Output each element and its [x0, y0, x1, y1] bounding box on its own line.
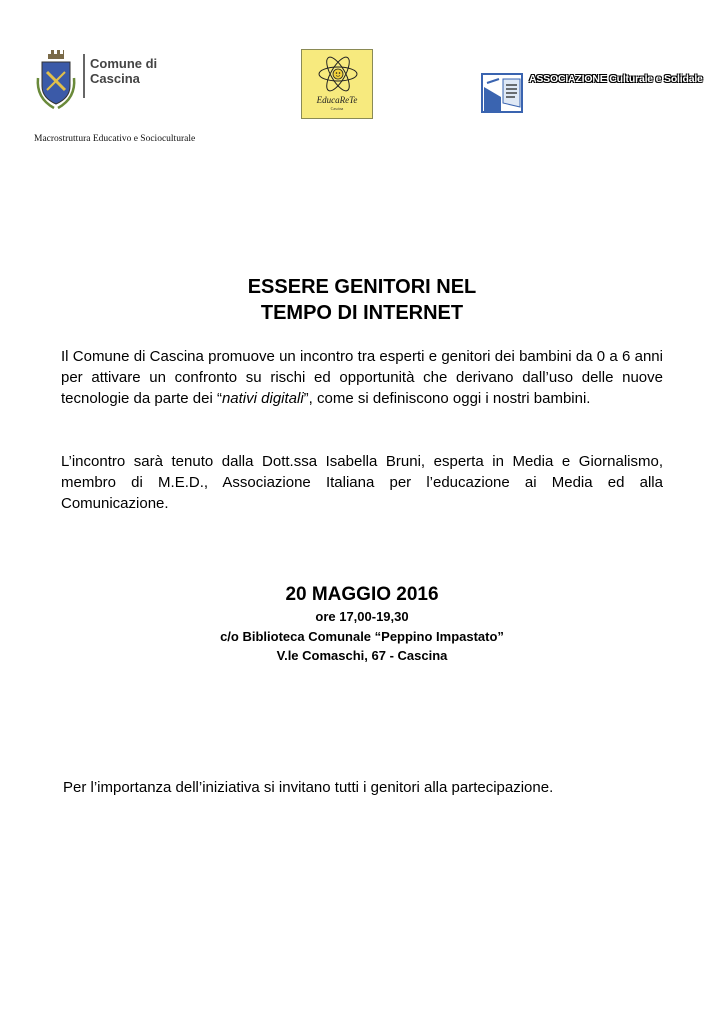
speaker-paragraph: L’incontro sarà tenuto dalla Dott.ssa Isabella Bruni, esperta in Media e Giornalismo, membro di M.E.D., Associazione Italiana per l’educazione ai Media ed alla Comunicazione.	[61, 453, 663, 512]
event-time: ore 17,00-19,30	[315, 609, 409, 624]
comune-logo-line1: Comune di	[90, 56, 158, 71]
comune-logo-line2: Cascina	[90, 71, 140, 86]
association-badge-icon	[481, 73, 523, 113]
intro-paragraph	[61, 346, 663, 409]
associazione-logo	[481, 70, 701, 116]
title-line2: TEMPO DI INTERNET	[260, 302, 464, 324]
intro-text-before: Il Comune di Cascina promuove un incontro tra esperti e genitori dei bambini da 0 a 6 anni per attivare un confronto su rischi ed opportunità che derivano dall’uso delle nuove tecnologie da parte dei “	[61, 348, 663, 407]
intro-text-italic: nativi digitali	[221, 390, 304, 407]
associazione-logo-text: ASSOCIAZIONE Culturale e Solidale	[529, 73, 703, 85]
educarete-sub: Cascina	[330, 106, 344, 111]
comune-logo-text	[90, 56, 157, 86]
comune-di-cascina-logo	[34, 48, 174, 112]
atom-icon	[316, 54, 360, 94]
department-label: Macrostruttura Educativo e Socioculturale	[34, 134, 196, 144]
event-date: 20 MAGGIO 2016	[285, 584, 439, 605]
crest-icon	[34, 48, 78, 112]
logo-divider	[83, 54, 85, 98]
title-line1: ESSERE GENITORI NEL	[247, 276, 477, 298]
intro-text-after: ”, come si definiscono oggi i nostri bambini.	[303, 390, 591, 407]
event-venue: c/o Biblioteca Comunale “Peppino Impastato”	[220, 629, 504, 644]
page-title	[0, 274, 724, 326]
educarete-logo	[301, 49, 373, 119]
educarete-brand: EducaReTe	[316, 95, 358, 105]
event-address: V.le Comaschi, 67 - Cascina	[276, 648, 448, 663]
closing-invitation: Per l’importanza dell’iniziativa si invitano tutti i genitori alla partecipazione.	[63, 779, 554, 796]
